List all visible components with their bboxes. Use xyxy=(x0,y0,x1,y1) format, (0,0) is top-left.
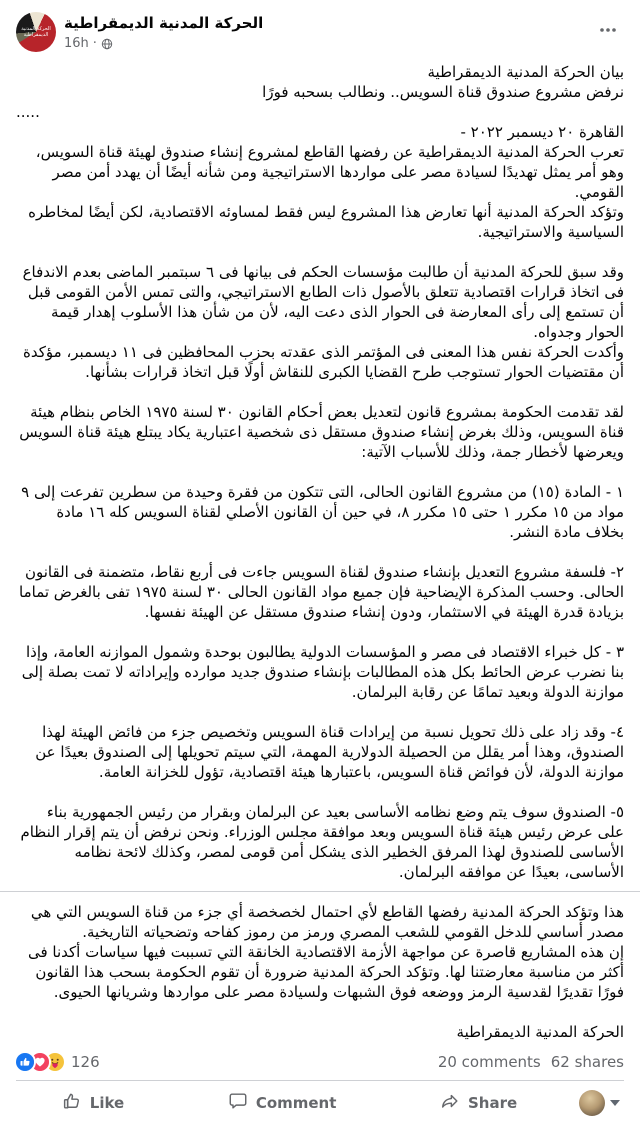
post-paragraph: إن هذه المشاريع قاصرة عن مواجهة الأزمة الاقتصادية الخانقة التي تسببت فيها سياسات أكدنا فى أكثر من مناسبة معارضتنا لها. وتؤكد الحركة المدنية ضرورة أن تقوم الحكومة بسحب هذا القانون فورًا تقديرًا لقدسية الرمز ووضعه فوق الشبهات ولسيادة مصر على مواردها وشريانها الحيوى. xyxy=(27,943,624,1001)
post-paragraph: ٣ - كل خبراء الاقتصاد فى مصر و المؤسسات الدولية يطالبون بوحدة وشمول الموازنه العامة، وإذا بنا نضرب عرض الحائط بكل هذه المطالبات بإنشاء صندوق جديد موارده وإيراداته لا تمت بصلة إلى موازنة الدولة وبعيد تمامًا عن رقابة البرلمان. xyxy=(21,643,624,701)
post-paragraph: لقد تقدمت الحكومة بمشروع قانون لتعديل بعض أحكام القانون ٣٠ لسنة ١٩٧٥ الخاص بنظام هيئة قناة السويس، وذلك بغرض إنشاء صندوق مستقل ذى شخصية اعتبارية يكاد يبتلع هيئة قناة السويس ويعرضها لأخطار جمة، وذلك للأسباب الآتية: xyxy=(19,403,624,461)
reactions-summary[interactable] xyxy=(16,1052,100,1072)
post-paragraph: نرفض مشروع صندوق قناة السويس.. ونطالب بسحبه فورًا xyxy=(262,83,624,101)
post-paragraph: وقد سبق للحركة المدنية أن طالبت مؤسسات الحكم فى بيانها فى ٦ سبتمبر الماضى بعدم الاندفاع فى اتخاذ قرارات اقتصادية تتعلق بالأصول ذات الطابع الاستراتيجي، والتى تمس الأمن القومى قبل أن تستمع إلى رأى المعارضة فى الحوار الذى دعت اليه، لأن من شأن هذا الأسلوب إهدار قيمة الحوار وجدواه. xyxy=(22,263,624,341)
paragraph-spacer xyxy=(16,382,624,402)
post-paragraph: هذا وتؤكد الحركة المدنية رفضها القاطع لأي احتمال لخصخصة أي جزء من قناة السويس التي هي مصدر أساسي للدخل القومي للشعب المصري ورمز من رموز كفاحه وتضحياته التاريخية. xyxy=(30,903,624,941)
post-paragraph: الحركة المدنية الديمقراطية xyxy=(456,1023,624,1041)
paragraph-spacer xyxy=(16,782,624,802)
share-arrow-icon xyxy=(440,1091,460,1115)
engagement-bar xyxy=(0,1042,640,1080)
post-header xyxy=(0,0,640,58)
post-paragraph: ٢- فلسفة مشروع التعديل بإنشاء صندوق لقناة السويس جاءت فى أربع نقاط، متضمنة فى القانون الحالى. وحسب المذكرة الإيضاحية فإن جميع مواد القانون الحالى ٣٠ لسنة ١٩٧٥ تفى بالغرض تماما بزيادة قدرة الهيئة في الاستثمار، ودون إنشاء صندوق مستقل عن الهيئة نفسها. xyxy=(19,563,624,621)
post-timestamp[interactable]: 16h xyxy=(64,36,89,51)
comments-count[interactable]: 20 comments xyxy=(437,1053,541,1071)
like-reaction-icon xyxy=(16,1053,34,1071)
meta-separator: · xyxy=(92,36,97,51)
shares-count[interactable]: 62 shares xyxy=(550,1053,624,1071)
paragraph-spacer xyxy=(16,702,624,722)
thumbs-up-outline-icon xyxy=(62,1091,82,1115)
post-paragraph: بيان الحركة المدنية الديمقراطية xyxy=(427,63,624,81)
share-button-label: Share xyxy=(468,1094,518,1112)
comment-button[interactable] xyxy=(176,1085,388,1121)
globe-icon xyxy=(101,38,113,50)
post-paragraph: ..... xyxy=(16,103,40,121)
paragraph-spacer xyxy=(16,622,624,642)
chevron-down-icon xyxy=(610,1100,620,1106)
reaction-icons xyxy=(16,1053,64,1071)
more-options-button[interactable] xyxy=(592,18,624,42)
action-bar xyxy=(0,1081,640,1125)
paragraph-spacer xyxy=(16,242,624,262)
header-meta xyxy=(64,12,263,52)
post-meta-row xyxy=(64,36,263,52)
user-avatar xyxy=(579,1090,605,1116)
page-name-link[interactable]: الحركة المدنية الديمقراطية xyxy=(64,14,264,32)
paragraph-spacer xyxy=(16,882,624,902)
page-avatar-text: الحركة المدنية الديمقراطية xyxy=(21,26,51,38)
paragraph-spacer xyxy=(16,542,624,562)
like-button[interactable] xyxy=(10,1085,176,1121)
page-avatar[interactable] xyxy=(16,12,56,52)
post-paragraph: وأكدت الحركة نفس هذا المعنى فى المؤتمر الذى عقدته بحزب المحافظين فى ١١ ديسمبر، مؤكدة أن مقتضيات الحوار تستوجب طرح القضايا الكبرى للنقاش أولًا قبل اتخاذ قرارات بشأنها. xyxy=(23,343,624,381)
comment-button-label: Comment xyxy=(255,1094,337,1112)
post-paragraph: ٥- الصندوق سوف يتم وضع نظامه الأساسى بعيد عن البرلمان وبقرار من رئيس الجمهورية بناء على عرض رئيس هيئة قناة السويس وبعد موافقة مجلس الوزراء. ونحن نرفض أن يتم إقرار النظام الأساسى للصندوق لهذا المرفق الخطير الذى يشكل أمن قومى لمصر، وكذلك لائحة نظامه الأساسى، بعيدًا عن موافقه البرلمان. xyxy=(20,803,624,881)
post-paragraph: تعرب الحركة المدنية الديمقراطية عن رفضها القاطع لمشروع إنشاء صندوق لهيئة قناة السويس، وهو أمر يمثل تهديدًا لسيادة مصر على مواردها الاستراتيجية ومن شأنه أيضًا أن يهدد أمن مصر القومي. xyxy=(35,143,624,201)
paragraph-spacer xyxy=(16,1002,624,1022)
post-paragraph: ١ - المادة (١٥) من مشروع القانون الحالى، التى تتكون من فقرة وحيدة من سطرين تفرعت إلى ٩ مواد من ١٥ مكرر ١ حتى ١٥ مكرر ٨، في حين أن القانون الأصلي لقناة السويس كله ١٦ مادة بخلاف مادة النشر. xyxy=(21,483,624,541)
profile-switcher[interactable] xyxy=(569,1085,630,1121)
reaction-count[interactable]: 126 xyxy=(71,1053,100,1071)
post-paragraph: وتؤكد الحركة المدنية أنها تعارض هذا المشروع ليس فقط لمساوئه الاقتصادية، لكن أيضًا لمخاطره السياسية والاستراتيجية. xyxy=(28,203,624,241)
post-paragraph: ٤- وقد زاد على ذلك تحويل نسبة من إيرادات قناة السويس وتخصيص جزء من فائض الهيئة لهذا الصندوق، وهذا أمر يقلل من الحصيلة الدولارية المهمة، التي سيتم تحويلها إلى الصندوق بعيدًا عن موازنة الدولة، لأن فوائض قناة السويس، باعتبارها هيئة اقتصادية، تؤول للخزانة العامة. xyxy=(35,723,624,781)
comments-shares-counts xyxy=(438,1052,624,1072)
share-button[interactable] xyxy=(388,1085,569,1121)
paragraph-spacer xyxy=(16,462,624,482)
comment-bubble-icon xyxy=(228,1091,248,1115)
like-button-label: Like xyxy=(89,1094,125,1112)
post-text xyxy=(0,58,640,1042)
post-paragraph: القاهرة ٢٠ ديسمبر ٢٠٢٢ - xyxy=(460,123,624,141)
